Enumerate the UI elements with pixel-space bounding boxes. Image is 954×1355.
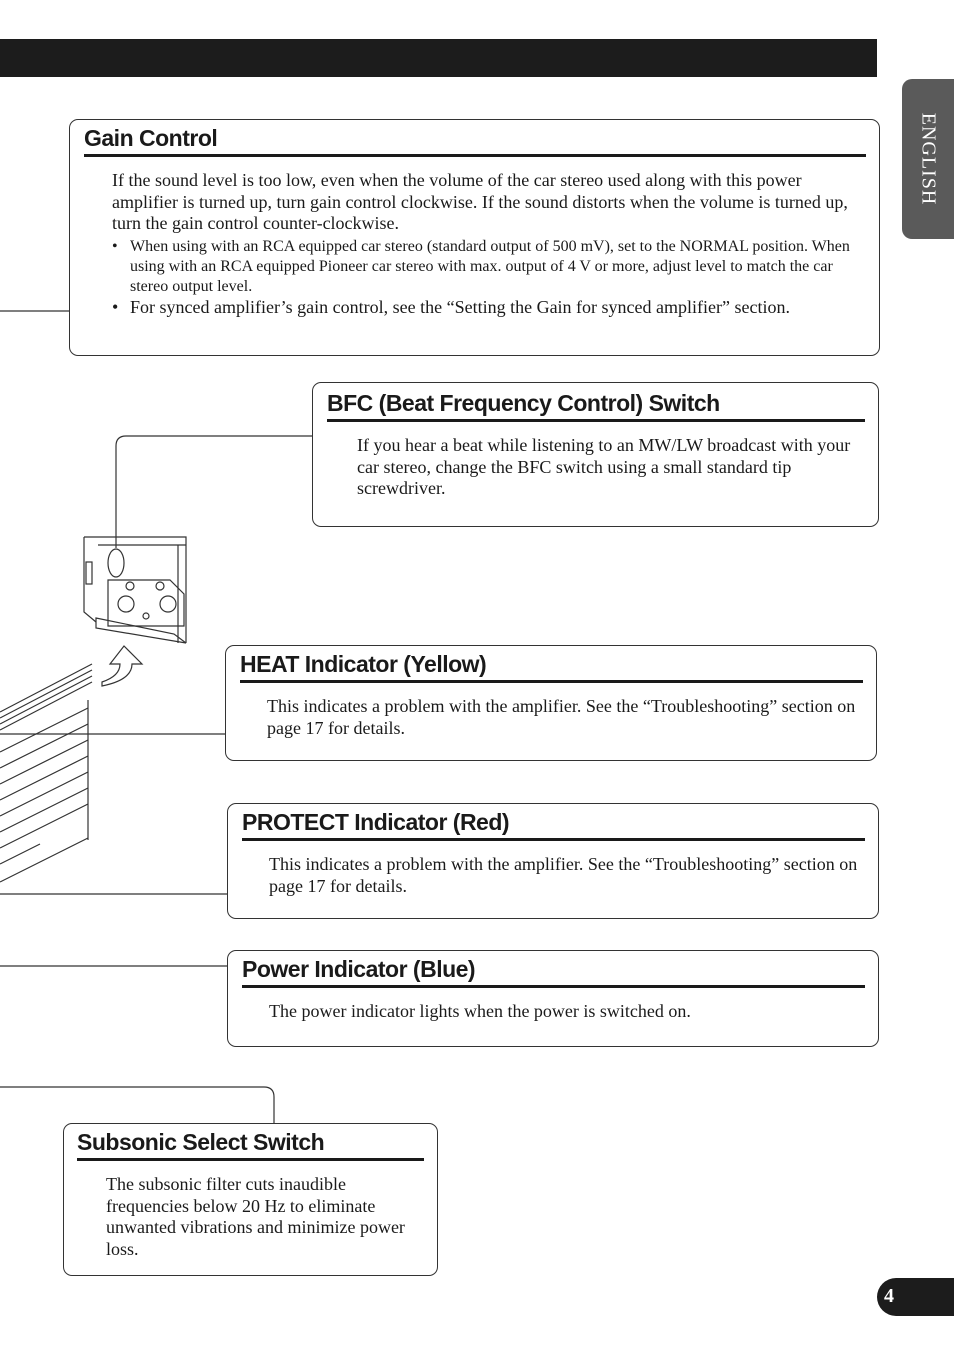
gain-control-bullet: • For synced amplifier’s gain control, see the “Setting the Gain for synced amplifier” section. <box>112 297 866 318</box>
power-indicator-body: The power indicator lights when the power is switched on. <box>269 1001 691 1021</box>
heat-indicator-panel <box>225 645 877 761</box>
power-indicator-panel <box>227 950 879 1047</box>
bfc-switch-panel <box>312 382 879 527</box>
heat-indicator-body: This indicates a problem with the amplifier. See the “Troubleshooting” section on page 17 for details. <box>267 696 856 738</box>
protect-indicator-body: This indicates a problem with the amplifier. See the “Troubleshooting” section on page 17 for details. <box>269 854 858 896</box>
page-number-badge <box>877 1278 954 1316</box>
protect-indicator-panel <box>227 803 879 919</box>
page-number: 4 <box>884 1285 894 1307</box>
bfc-switch-title: BFC (Beat Frequency Control) Switch <box>327 390 865 422</box>
gain-control-title: Gain Control <box>84 125 866 157</box>
gain-control-bullet: • When using with an RCA equipped car stereo (standard output of 500 mV), set to the NORMAL position. When using with an RCA equipped Pioneer car stereo with max. output of 4 V or more, adjust level to match the car stereo output level. <box>112 237 866 297</box>
bfc-switch-body: If you hear a beat while listening to an MW/LW broadcast with your car stereo, change the BFC switch using a small standard tip screwdriver. <box>357 435 851 498</box>
subsonic-switch-body: The subsonic filter cuts inaudible frequencies below 20 Hz to eliminate unwanted vibrations and minimize power loss. <box>106 1174 405 1259</box>
heat-indicator-title: HEAT Indicator (Yellow) <box>240 651 863 683</box>
gain-control-panel <box>69 119 880 356</box>
power-indicator-title: Power Indicator (Blue) <box>242 956 865 988</box>
language-tab-label: ENGLISH <box>917 112 940 206</box>
gain-control-body: If the sound level is too low, even when the volume of the car stereo used along with this power amplifier is turned up, turn gain control clockwise. If the sound distorts when the volume is turned up, turn the gain control counter-clockwise. <box>112 170 848 233</box>
protect-indicator-title: PROTECT Indicator (Red) <box>242 809 865 841</box>
subsonic-switch-panel <box>63 1123 438 1276</box>
subsonic-switch-title: Subsonic Select Switch <box>77 1129 424 1161</box>
